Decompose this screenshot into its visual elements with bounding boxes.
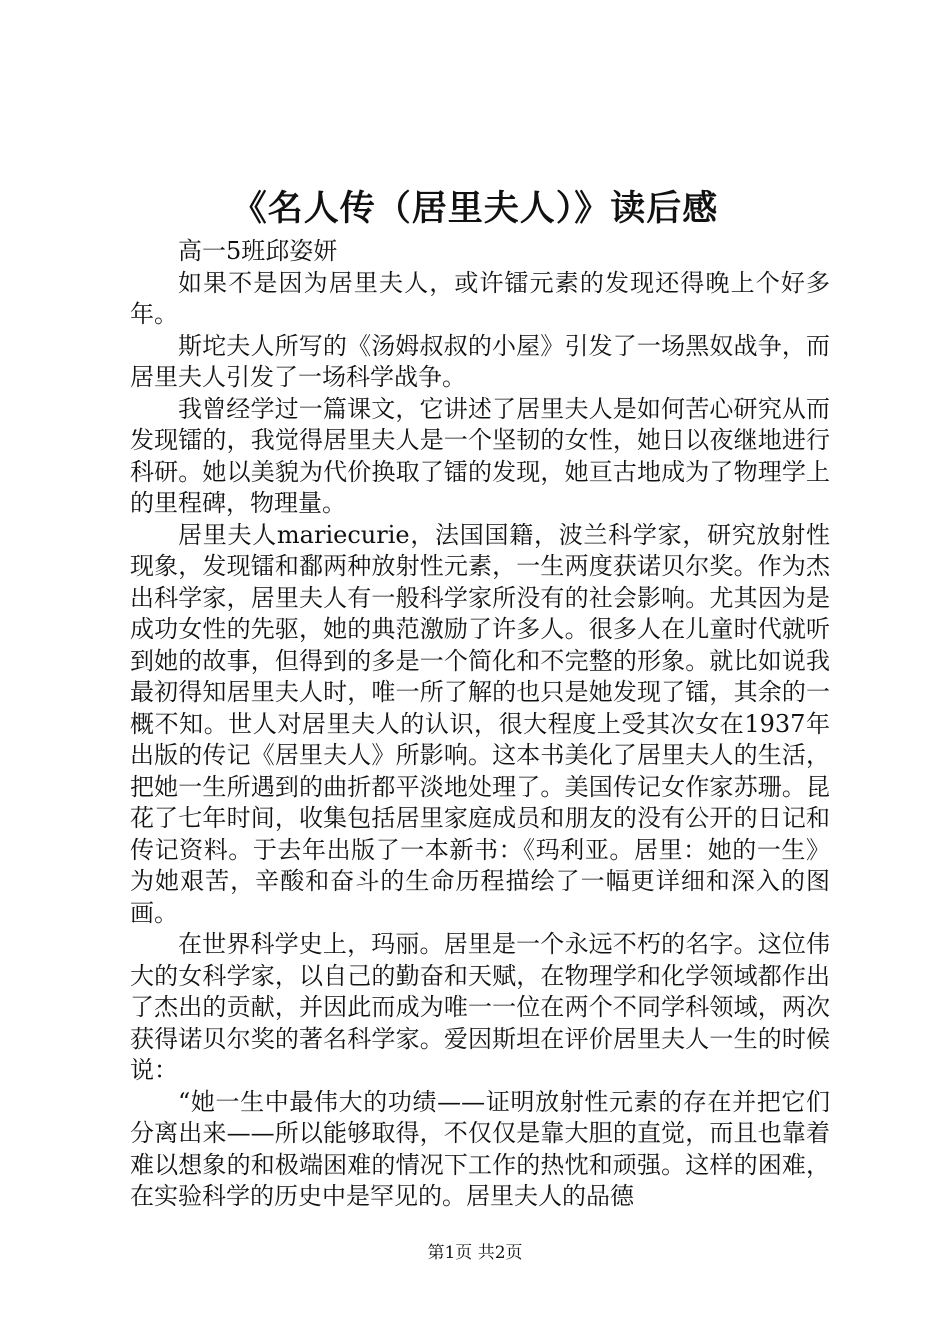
paragraph: 在世界科学史上，玛丽。居里是一个永远不朽的名字。这位伟大的女科学家，以自己的勤奋和天赋，在物理学和化学领域都作出了杰出的贡献，并因此而成为唯一一位在两个不同学科领域，两次获得诺贝尔奖的著名科学家。爱因斯坦在评价居里夫人一生的时候说： <box>130 930 830 1084</box>
paragraph: 如果不是因为居里夫人，或许镭元素的发现还得晚上个好多年。 <box>130 268 830 328</box>
paragraph: “她一生中最伟大的功绩——证明放射性元素的存在并把它们分离出来——所以能够取得，不仅仅是靠大胆的直觉，而且也靠着难以想象的和极端困难的情况下工作的热忱和顽强。这样的困难，在实验科学的历史中是罕见的。居里夫人的品德 <box>130 1087 830 1210</box>
document-title: 《名人传（居里夫人）》读后感 <box>231 188 719 229</box>
page-footer: 第1页 共2页 <box>427 1243 523 1263</box>
document-body <box>130 236 830 1213</box>
paragraph: 居里夫人mariecurie，法国国籍，波兰科学家，研究放射性现象，发现镭和鄱两种放射性元素，一生两度获诺贝尔奖。作为杰出科学家，居里夫人有一般科学家所没有的社会影响。尤其因为是成功女性的先驱，她的典范激励了许多人。很多人在儿童时代就听到她的故事，但得到的多是一个简化和不完整的形象。就比如说我最初得知居里夫人时，唯一所了解的也只是她发现了镭，其余的一概不知。世人对居里夫人的认识，很大程度上受其次女在1937年出版的传记《居里夫人》所影响。这本书美化了居里夫人的生活，把她一生所遇到的曲折都平淡地处理了。美国传记女作家苏珊。昆花了七年时间，收集包括居里家庭成员和朋友的没有公开的日记和传记资料。于去年出版了一本新书：《玛利亚。居里：她的一生》为她艰苦，辛酸和奋斗的生命历程描绘了一幅更详细和深入的图画。 <box>130 520 830 927</box>
paragraph: 我曾经学过一篇课文，它讲述了居里夫人是如何苦心研究从而发现镭的，我觉得居里夫人是一个坚韧的女性，她日以夜继地进行科研。她以美貌为代价换取了镭的发现，她亘古地成为了物理学上的里程碑，物理量。 <box>130 394 830 517</box>
paragraph: 斯坨夫人所写的《汤姆叔叔的小屋》引发了一场黑奴战争，而居里夫人引发了一场科学战争。 <box>130 331 830 391</box>
author-line: 高一5班邱姿妍 <box>178 237 338 265</box>
